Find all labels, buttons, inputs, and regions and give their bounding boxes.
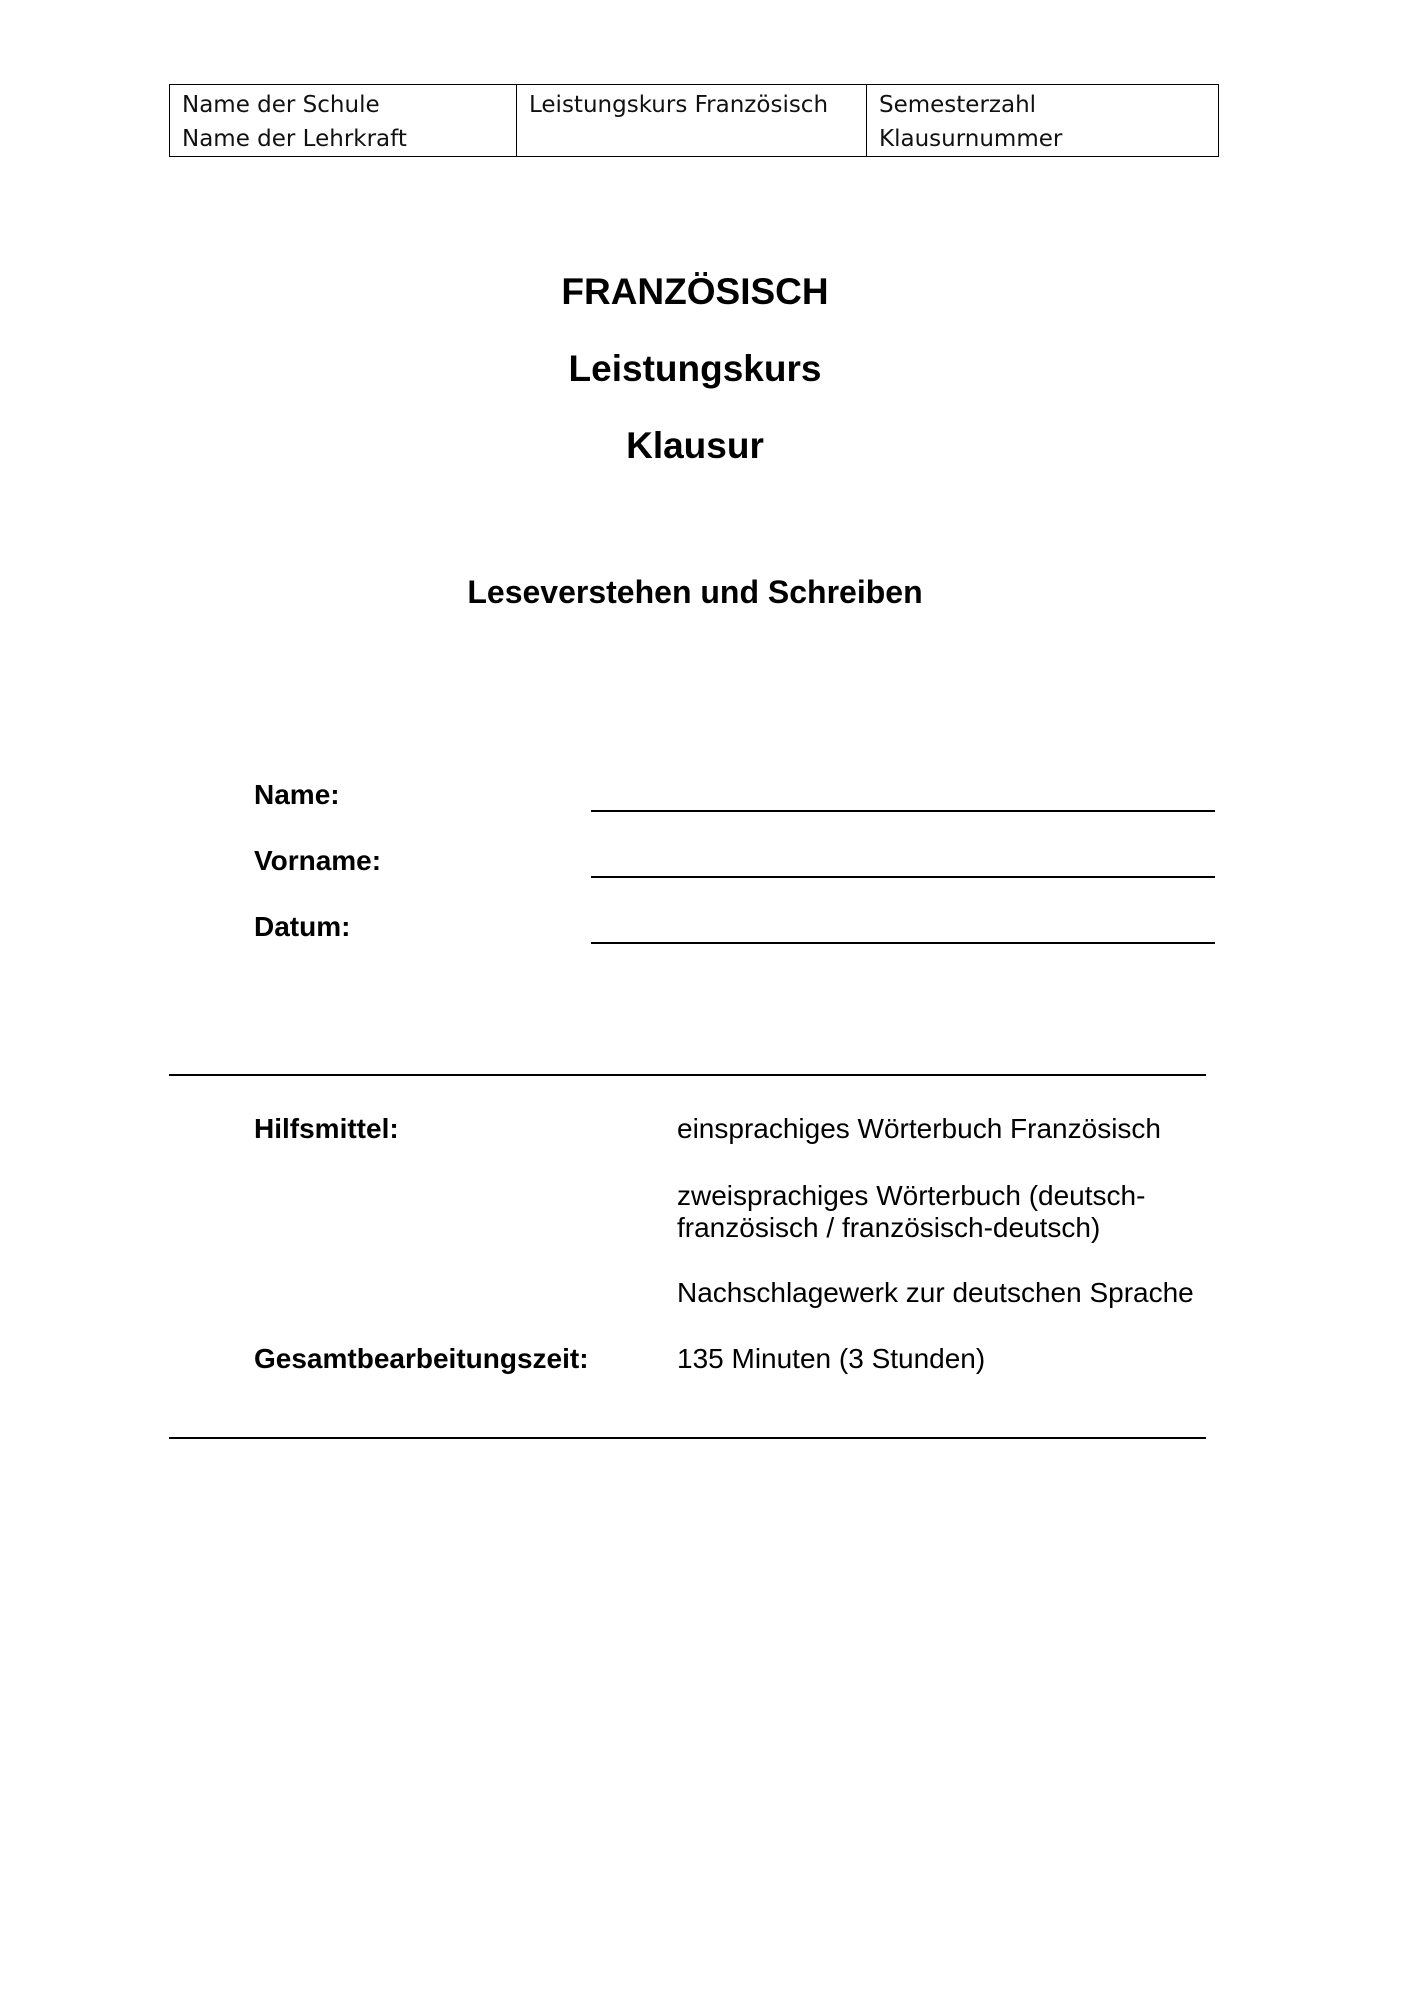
aids-label: Hilfsmittel:: [254, 1113, 399, 1144]
course-level-title: Leistungskurs: [568, 348, 822, 389]
semester-number: Semesterzahl: [879, 92, 1037, 118]
header-cell-school: [170, 85, 517, 157]
header-cell-course: [517, 85, 867, 157]
duration-value: 135 Minuten (3 Stunden): [677, 1343, 986, 1374]
divider-bottom: [169, 1437, 1206, 1439]
aid-item-bilingual-line1: zweisprachiges Wörterbuch (deutsch-: [677, 1180, 1146, 1211]
aid-item-german-reference: Nachschlagewerk zur deutschen Sprache: [677, 1277, 1194, 1308]
exam-number: Klausurnummer: [879, 126, 1063, 152]
course-name: Leistungskurs Französisch: [529, 92, 829, 118]
firstname-field[interactable]: [591, 876, 1215, 878]
exam-type-title: Klausur: [626, 425, 764, 466]
date-label: Datum:: [254, 911, 351, 942]
aid-item-bilingual-line2: französisch / französisch-deutsch): [677, 1212, 1101, 1243]
school-name: Name der Schule: [182, 92, 380, 118]
teacher-name: Name der Lehrkraft: [182, 126, 407, 152]
duration-label: Gesamtbearbeitungszeit:: [254, 1343, 589, 1374]
header-cell-exam: [867, 85, 1219, 157]
header-table: [169, 84, 1219, 157]
name-field[interactable]: [591, 810, 1215, 812]
divider-top: [169, 1074, 1206, 1076]
date-field[interactable]: [591, 942, 1215, 944]
section-title: Leseverstehen und Schreiben: [467, 574, 923, 610]
subject-title: FRANZÖSISCH: [561, 271, 829, 312]
name-label: Name:: [254, 779, 340, 810]
aid-item-monolingual: einsprachiges Wörterbuch Französisch: [677, 1113, 1161, 1144]
firstname-label: Vorname:: [254, 845, 382, 876]
